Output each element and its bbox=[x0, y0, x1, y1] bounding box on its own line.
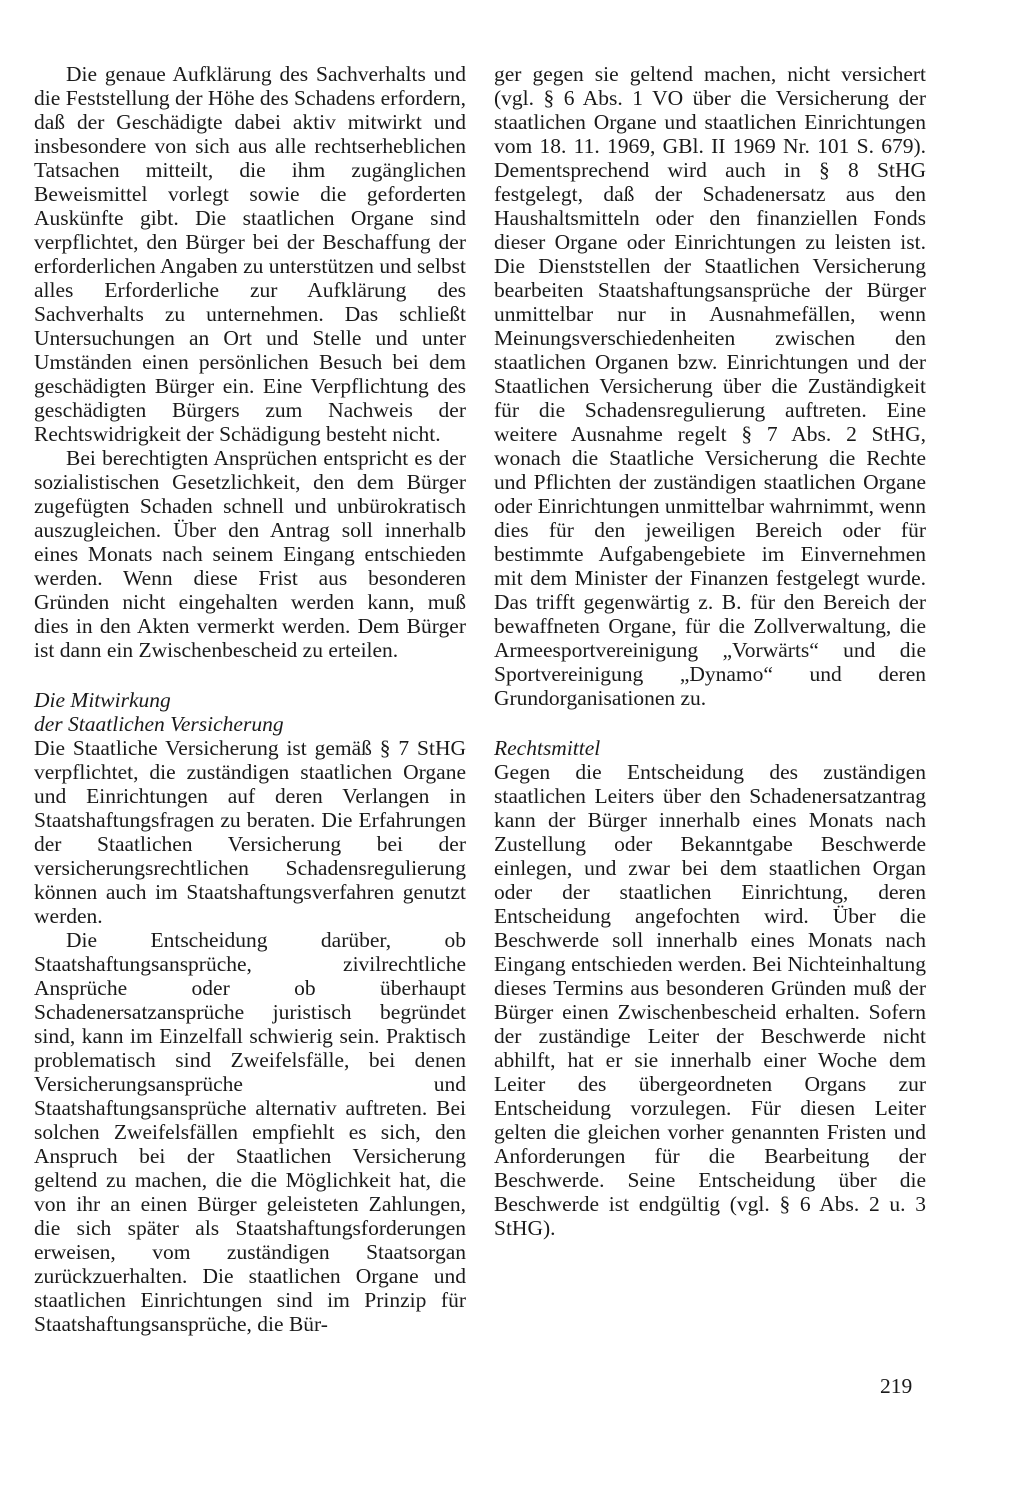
section-heading-line-1: Die Mitwirkung bbox=[34, 688, 171, 712]
section-heading-remedies: Rechtsmittel bbox=[494, 736, 601, 760]
paragraph-investigation: Die genaue Aufklärung des Sachverhalts und die Feststellung der Höhe des Schadens erfordern, daß der Geschädigte dabei aktiv mitwirkt und insbesondere von sich aus alle rechtserheblichen Tatsachen mitteilt, die ihm zugänglichen Beweismittel vorlegt sowie die geforderten Auskünfte gibt. Die staatlichen Organe sind verpflichtet, den Bürger bei der Beschaffung der erforderlichen Angaben zu unterstützen und selbst alles Erforderliche zur Aufklärung des Sachverhalts zu unternehmen. Das schließt Untersuchungen an Ort und Stelle und unter Umständen einen persönlichen Besuch bei dem geschädigten Bürger ein. Eine Verpflichtung des geschädigten Bürgers zum Nachweis der Rechtswidrigkeit der Schädigung besteht nicht. bbox=[34, 62, 466, 446]
paragraph-remedies: Gegen die Entscheidung des zuständigen staatlichen Leiters über den Schadenersatzantrag kann der Bürger innerhalb eines Monats nach Zustellung oder Bekanntgabe Beschwerde einlegen, und zwar bei dem staatlichen Organ oder der staatlichen Einrichtung, deren Entscheidung angefochten wird. Über die Beschwerde soll innerhalb eines Monats nach Eingang entschieden werden. Bei Nichteinhaltung dieses Termins aus besonderen Gründen muß der Bürger einen Zwischenbescheid erhalten. Sofern der zuständige Leiter der Beschwerde nicht abhilft, hat er sie innerhalb einer Woche dem Leiter des übergeordneten Organs zur Entscheidung vorzulegen. Für diesen Leiter gelten die gleichen vorher genannten Fristen und Anforderungen für die Bearbeitung der Beschwerde. Seine Entscheidung über die Beschwerde ist endgültig (vgl. § 6 Abs. 2 u. 3 StHG). bbox=[494, 760, 926, 1240]
paragraph-justified-claims: Bei berechtigten Ansprüchen entspricht es der sozialistischen Gesetzlichkeit, den dem Bürger zugefügten Schaden schnell und unbürokratisch auszugleichen. Über den Antrag soll innerhalb eines Monats nach seinem Eingang entschieden werden. Wenn diese Frist aus besonderen Gründen nicht eingehalten werden kann, muß dies in den Akten vermerkt werden. Dem Bürger ist dann ein Zwischenbescheid zu erteilen. bbox=[34, 446, 466, 662]
paragraph-decision: Die Entscheidung darüber, ob Staatshaftungsansprüche, zivilrechtliche Ansprüche oder ob überhaupt Schadenersatzansprüche juristisch begründet sind, kann im Einzelfall schwierig sein. Praktisch problematisch sind Zweifelsfälle, bei denen Versicherungsansprüche und Staatshaftungsansprüche alternativ auftreten. Bei solchen Zweifelsfällen empfiehlt es sich, den Anspruch bei der Staatlichen Versicherung geltend zu machen, die die Möglichkeit hat, die von ihr an einen Bürger geleisteten Zahlungen, die sich später als Staatshaftungsforderungen erweisen, vom zuständigen Staatsorgan zurückzuerhalten. Die staatlichen Organe und staatlichen Einrichtungen sind im Prinzip für Staatshaftungsansprüche, die Bür- bbox=[34, 928, 466, 1336]
section-heading-line-2: der Staatlichen Versicherung bbox=[34, 712, 284, 736]
page-number: 219 bbox=[880, 1374, 913, 1398]
section-heading-insurance bbox=[34, 688, 466, 736]
paragraph-not-insured: ger gegen sie geltend machen, nicht versichert (vgl. § 6 Abs. 1 VO über die Versicherung der staatlichen Organe und staatlichen Einrichtungen vom 18. 11. 1969, GBl. II 1969 Nr. 101 S. 679). Dementsprechend wird auch in § 8 StHG festgelegt, daß der Schadenersatz aus den Haushaltsmitteln oder den finanziellen Fonds dieser Organe oder Einrichtungen zu leisten ist. Die Dienststellen der Staatlichen Versicherung bearbeiten Staatshaftungsansprüche der Bürger unmittelbar nur in Ausnahmefällen, wenn Meinungsverschiedenheiten zwischen den staatlichen Organen bzw. Einrichtungen und der Staatlichen Versicherung über die Zuständigkeit für die Schadensregulierung auftreten. Eine weitere Ausnahme regelt § 7 Abs. 2 StHG, wonach die Staatliche Versicherung die Rechte und Pflichten der zuständigen staatlichen Organe oder Einrichtungen unmittelbar wahrnimmt, wenn dies für den jeweiligen Bereich oder für bestimmte Aufgabengebiete im Einvernehmen mit dem Minister der Finanzen festgelegt wurde. Das trifft gegenwärtig z. B. für den Bereich der bewaffneten Organe, für die Zollverwaltung, die Armeesportvereinigung „Vorwärts“ und die Sportvereinigung „Dynamo“ und deren Grundorganisationen zu. bbox=[494, 62, 926, 710]
left-column bbox=[34, 62, 466, 1336]
paragraph-insurance-duty: Die Staatliche Versicherung ist gemäß § 7 StHG verpflichtet, die zuständigen staatlichen Organe und Einrichtungen auf deren Verlangen in Staatshaftungsfragen zu beraten. Die Erfahrungen der Staatlichen Versicherung bei der versicherungsrechtlichen Schadensregulierung können auch im Staatshaftungsverfahren genutzt werden. bbox=[34, 736, 466, 928]
right-column bbox=[494, 62, 926, 1240]
